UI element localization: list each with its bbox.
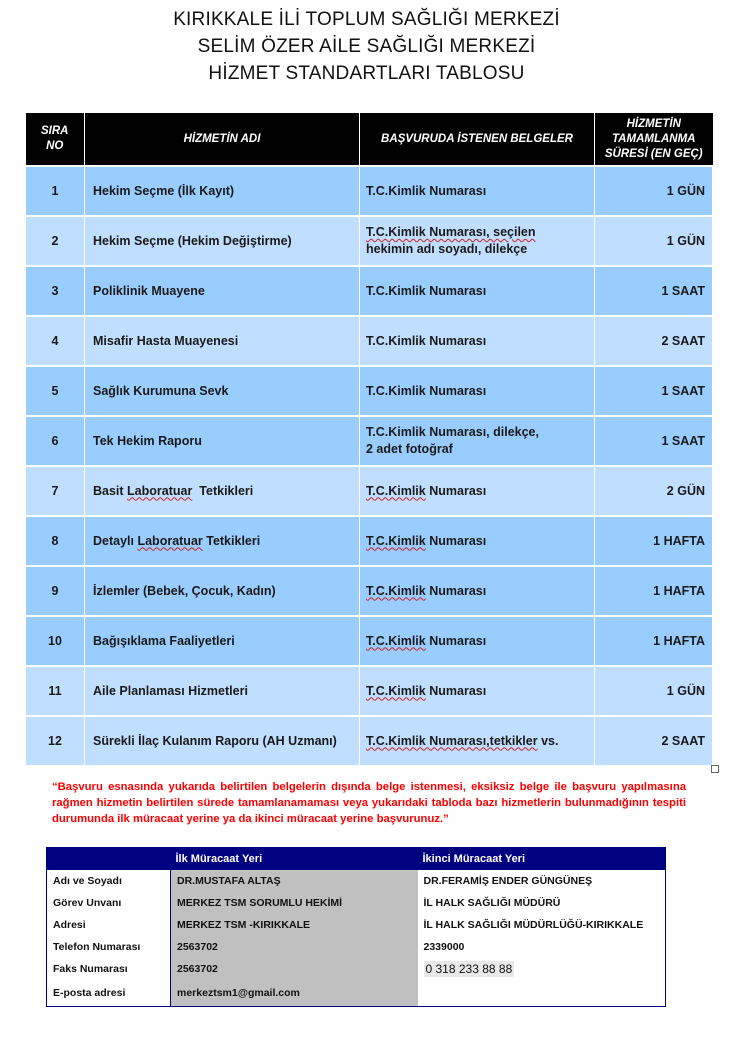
service-name: Detaylı Laboratuar Tetkikleri — [85, 516, 360, 566]
completion-time: 1 HAFTA — [595, 616, 713, 666]
service-name: Misafir Hasta Muayenesi — [85, 316, 360, 366]
row-number: 10 — [26, 616, 85, 666]
first-place-value: MERKEZ TSM -KIRIKKALE — [171, 914, 418, 936]
second-place-value — [418, 958, 666, 980]
required-documents: T.C.Kimlik Numarası — [360, 366, 595, 416]
required-documents: T.C.Kimlik Numarası — [360, 616, 595, 666]
table-row — [26, 716, 713, 765]
service-name: Hekim Seçme (Hekim Değiştirme) — [85, 216, 360, 266]
completion-time: 1 GÜN — [595, 166, 713, 216]
required-documents: T.C.Kimlik Numarası — [360, 666, 595, 716]
contact-header-row — [47, 848, 666, 871]
service-name: Basit Laboratuar Tetkikleri — [85, 466, 360, 516]
required-documents: T.C.Kimlik Numarası — [360, 166, 595, 216]
contact-label: Görev Unvanı — [47, 892, 171, 914]
second-place-value: İL HALK SAĞLIĞI MÜDÜRLÜĞÜ-KIRIKKALE — [423, 919, 644, 931]
required-documents: T.C.Kimlik Numarası — [360, 316, 595, 366]
required-documents: T.C.Kimlik Numarası — [360, 516, 595, 566]
table-row — [26, 466, 713, 516]
contact-label: Adı ve Soyadı — [47, 870, 171, 892]
row-number: 5 — [26, 366, 85, 416]
table-row — [26, 366, 713, 416]
contact-label: Faks Numarası — [47, 958, 171, 980]
title-line-1: KIRIKKALE İLİ TOPLUM SAĞLIĞI MERKEZİ — [173, 9, 560, 30]
contact-header-first-place: İlk Müracaat Yeri — [171, 848, 418, 871]
header-sira-no: SIRA NO — [26, 113, 85, 166]
row-number: 7 — [26, 466, 85, 516]
first-place-value: merkeztsm1@gmail.com — [171, 980, 418, 1007]
table-row — [26, 516, 713, 566]
service-name: Bağışıklama Faaliyetleri — [85, 616, 360, 666]
contact-table — [46, 847, 666, 1007]
service-name: İzlemler (Bebek, Çocuk, Kadın) — [85, 566, 360, 616]
row-number: 4 — [26, 316, 85, 366]
table-row — [26, 266, 713, 316]
required-documents: T.C.Kimlik Numarası,tetkikler vs. — [360, 716, 595, 765]
completion-time: 2 GÜN — [595, 466, 713, 516]
header-service-name: HİZMETİN ADI — [85, 113, 360, 166]
contact-header-label — [47, 848, 171, 871]
required-documents: T.C.Kimlik Numarası — [360, 566, 595, 616]
completion-time: 1 HAFTA — [595, 566, 713, 616]
first-place-value: DR.MUSTAFA ALTAŞ — [171, 870, 418, 892]
row-number: 12 — [26, 716, 85, 765]
row-number: 9 — [26, 566, 85, 616]
header-completion-time: HİZMETİN TAMAMLANMA SÜRESİ (EN GEÇ) — [595, 113, 713, 166]
service-name: Hekim Seçme (İlk Kayıt) — [85, 166, 360, 216]
contact-label: E-posta adresi — [47, 980, 171, 1007]
service-name: Sağlık Kurumuna Sevk — [85, 366, 360, 416]
row-number: 1 — [26, 166, 85, 216]
title-line-2: SELİM ÖZER AİLE SAĞLIĞI MERKEZİ — [197, 36, 536, 57]
second-place-value: DR.FERAMİŞ ENDER GÜNGÜNEŞ — [423, 875, 593, 887]
document-title — [0, 6, 733, 87]
row-number: 3 — [26, 266, 85, 316]
table-header-row — [26, 113, 713, 166]
first-place-value: MERKEZ TSM SORUMLU HEKİMİ — [171, 892, 418, 914]
completion-time: 1 GÜN — [595, 666, 713, 716]
row-number: 6 — [26, 416, 85, 466]
service-name: Sürekli İlaç Kulanım Raporu (AH Uzmanı) — [85, 716, 360, 765]
first-place-value: 2563702 — [171, 958, 418, 980]
table-resize-handle[interactable] — [711, 765, 719, 773]
table-row — [26, 166, 713, 216]
required-documents: T.C.Kimlik Numarası — [360, 466, 595, 516]
header-required-documents: BAŞVURUDA İSTENEN BELGELER — [360, 113, 595, 166]
second-place-value — [418, 980, 666, 1007]
required-documents: T.C.Kimlik Numarası — [360, 266, 595, 316]
first-place-value: 2563702 — [171, 936, 418, 958]
service-name: Poliklinik Muayene — [85, 266, 360, 316]
table-row — [26, 616, 713, 666]
completion-time: 1 SAAT — [595, 366, 713, 416]
second-place-value: İL HALK SAĞLIĞI MÜDÜRÜ — [423, 897, 561, 909]
service-name: Tek Hekim Raporu — [85, 416, 360, 466]
service-name: Aile Planlaması Hizmetleri — [85, 666, 360, 716]
required-documents: T.C.Kimlik Numarası, dilekçe, 2 adet fotoğraf — [360, 416, 595, 466]
contact-row — [47, 980, 666, 1007]
table-row — [26, 316, 713, 366]
completion-time: 1 GÜN — [595, 216, 713, 266]
row-number: 8 — [26, 516, 85, 566]
completion-time: 2 SAAT — [595, 716, 713, 765]
completion-time: 1 HAFTA — [595, 516, 713, 566]
completion-time: 2 SAAT — [595, 316, 713, 366]
service-standards-table — [25, 113, 713, 765]
contact-header-second-place: İkinci Müracaat Yeri — [418, 848, 666, 871]
contact-label: Adresi — [47, 914, 171, 936]
second-place-value: 2339000 — [423, 941, 465, 953]
table-row — [26, 666, 713, 716]
fax-number-highlight: 0 318 233 88 88 — [425, 962, 513, 976]
required-documents: T.C.Kimlik Numarası, seçilen hekimin adı soyadı, dilekçe — [360, 216, 595, 266]
completion-time: 1 SAAT — [595, 416, 713, 466]
table-row — [26, 566, 713, 616]
contact-label: Telefon Numarası — [47, 936, 171, 958]
contact-row — [47, 870, 666, 892]
contact-row — [47, 914, 666, 936]
contact-row — [47, 936, 666, 958]
completion-time: 1 SAAT — [595, 266, 713, 316]
notice-paragraph: “Başvuru esnasında yukarıda belirtilen belgelerin dışında belge istenmesi, eksiksiz belge ile başvuru yapılmasına rağmen hizmetin belirtilen sürede tamamlanamaması veya yukarıdaki tabloda bazı hizmetlerin bulunmadığının tespiti durumunda ilk müracaat yerine ya da ikinci müracaat yerine başvurunuz.” — [52, 781, 686, 825]
table-row — [26, 416, 713, 466]
row-number: 2 — [26, 216, 85, 266]
table-row — [26, 216, 713, 266]
row-number: 11 — [26, 666, 85, 716]
contact-row — [47, 958, 666, 980]
contact-row — [47, 892, 666, 914]
title-line-3: HİZMET STANDARTLARI TABLOSU — [208, 63, 525, 84]
